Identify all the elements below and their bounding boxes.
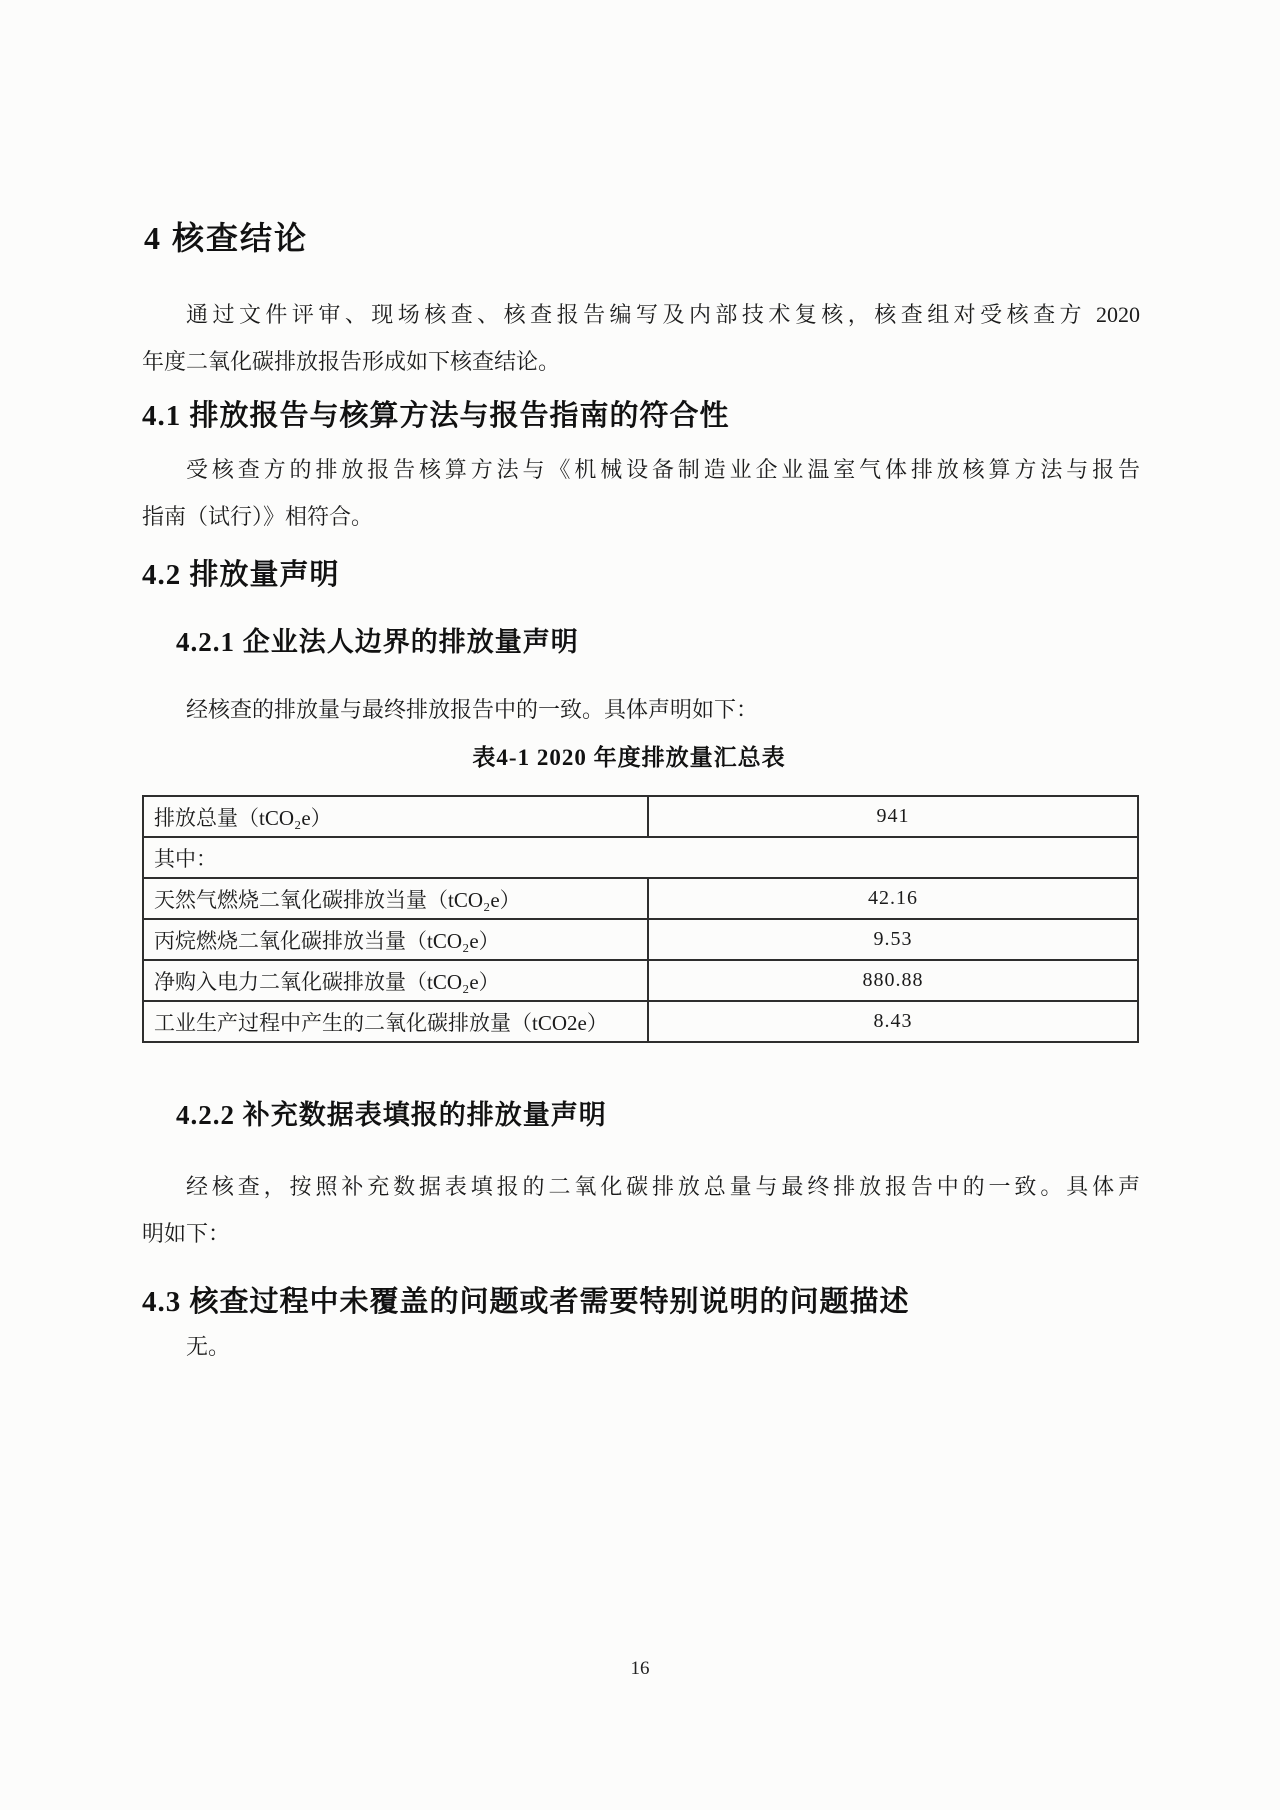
table-row: [143, 919, 1138, 960]
emissions-summary-table: [142, 795, 1139, 1043]
section-heading-4-2-1: 4.2.1 企业法人边界的排放量声明: [176, 627, 579, 657]
paragraph-4-2-2-line-1: 经核查，按照补充数据表填报的二氧化碳排放总量与最终排放报告中的一致。具体声: [186, 1174, 1140, 1199]
row-label: 天然气燃烧二氧化碳排放当量（tCO₂e）: [143, 878, 648, 919]
row-value: 880.88: [648, 960, 1138, 1001]
table-row: [143, 1001, 1138, 1042]
row-label: 净购入电力二氧化碳排放量（tCO₂e）: [143, 960, 648, 1001]
section-heading-4-2: 4.2 排放量声明: [142, 559, 340, 591]
intro-paragraph-line-1: 通过文件评审、现场核查、核查报告编写及内部技术复核，核查组对受核查方 2020: [186, 302, 1140, 327]
paragraph-4-1-line-2: 指南（试行）》相符合。: [142, 504, 374, 529]
row-label: 工业生产过程中产生的二氧化碳排放量（tCO2e）: [143, 1001, 648, 1042]
paragraph-4-2-2-line-2: 明如下：: [142, 1221, 231, 1246]
table-row: [143, 960, 1138, 1001]
section-heading-4: 4 核查结论: [144, 220, 309, 256]
row-label: 其中：: [143, 837, 1138, 878]
table-row: [143, 878, 1138, 919]
table-caption: 表4-1 2020 年度排放量汇总表: [472, 745, 786, 770]
row-label: 排放总量（tCO₂e）: [143, 796, 648, 837]
row-label: 丙烷燃烧二氧化碳排放当量（tCO₂e）: [143, 919, 648, 960]
section-heading-4-1: 4.1 排放报告与核算方法与报告指南的符合性: [142, 400, 730, 432]
paragraph-4-1-line-1: 受核查方的排放报告核算方法与《机械设备制造业企业温室气体排放核算方法与报告: [186, 457, 1140, 482]
paragraph-4-2-2: [142, 1163, 1140, 1257]
paragraph-4-1: [142, 446, 1140, 540]
paragraph-4-2-1-line-1: 经核查的排放量与最终排放报告中的一致。具体声明如下：: [186, 697, 759, 722]
row-value: 8.43: [648, 1001, 1138, 1042]
paragraph-4-2-1: [142, 686, 1140, 733]
intro-paragraph: [142, 291, 1140, 385]
row-value: 9.53: [648, 919, 1138, 960]
page-number: 16: [630, 1658, 650, 1679]
table-row: [143, 796, 1138, 837]
paragraph-4-3-line-1: 无。: [186, 1334, 231, 1359]
row-value: 941: [648, 796, 1138, 837]
section-heading-4-3: 4.3 核查过程中未覆盖的问题或者需要特别说明的问题描述: [142, 1286, 910, 1318]
intro-paragraph-line-2: 年度二氧化碳排放报告形成如下核查结论。: [142, 349, 561, 374]
table-row: [143, 837, 1138, 878]
section-heading-4-2-2: 4.2.2 补充数据表填报的排放量声明: [176, 1100, 607, 1130]
paragraph-4-3: [142, 1323, 1140, 1370]
row-value: 42.16: [648, 878, 1138, 919]
